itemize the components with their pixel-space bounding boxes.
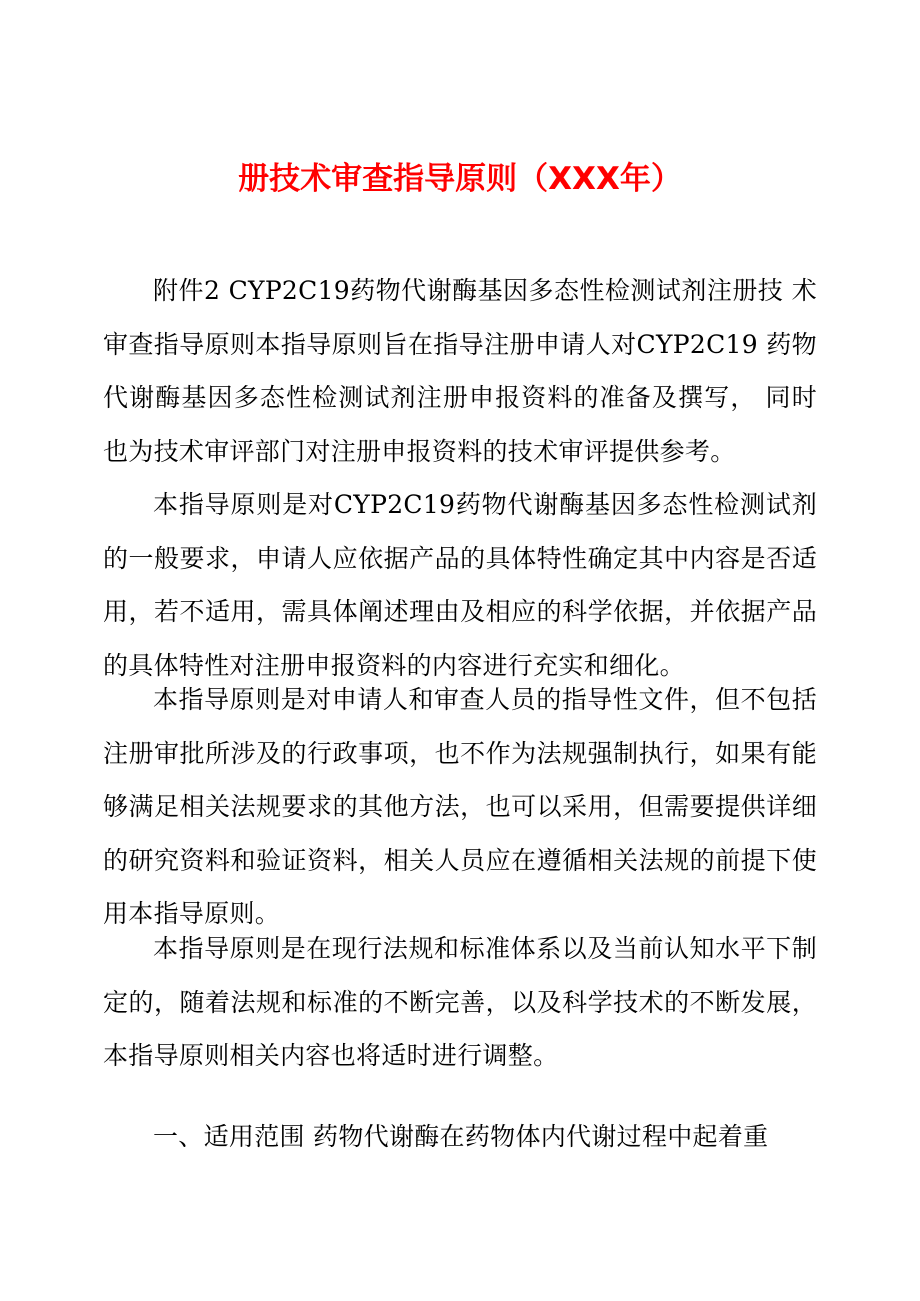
paragraph-intro: 附件2 CYP2C19药物代谢酶基因多态性检测试剂注册技 术审查指导原则本指导原则旨在指导注册申请人对CYP2C19 药物代谢酶基因多态性检测试剂注册申报资料的准备及撰写， 同时也为技术审评部门对注册申报资料的技术审评提供参考。 — [103, 276, 817, 466]
paragraph-adjustment: 本指导原则是在现行法规和标准体系以及当前认知水平下制定的，随着法规和标准的不断完善，以及科学技术的不断发展，本指导原则相关内容也将适时进行调整。 — [103, 934, 817, 1071]
document-title: 册技术审查指导原则（XXX年） — [238, 161, 682, 197]
paragraph-general-requirements: 本指导原则是对CYP2C19药物代谢酶基因多态性检测试剂的一般要求，申请人应依据产品的具体特性确定其中内容是否适用，若不适用，需具体阐述理由及相应的科学依据，并依据产品的具体特性对注册申报资料的内容进行充实和细化。 — [103, 490, 817, 680]
section-heading-scope: 一、适用范围 药物代谢酶在药物体内代谢过程中起着重 — [153, 1122, 769, 1151]
paragraph-guidance-nature: 本指导原则是对申请人和审查人员的指导性文件，但不包括注册审批所涉及的行政事项，也不作为法规强制执行，如果有能够满足相关法规要求的其他方法，也可以采用，但需要提供详细的研究资料和验证资料，相关人员应在遵循相关法规的前提下使用本指导原则。 — [103, 685, 817, 929]
